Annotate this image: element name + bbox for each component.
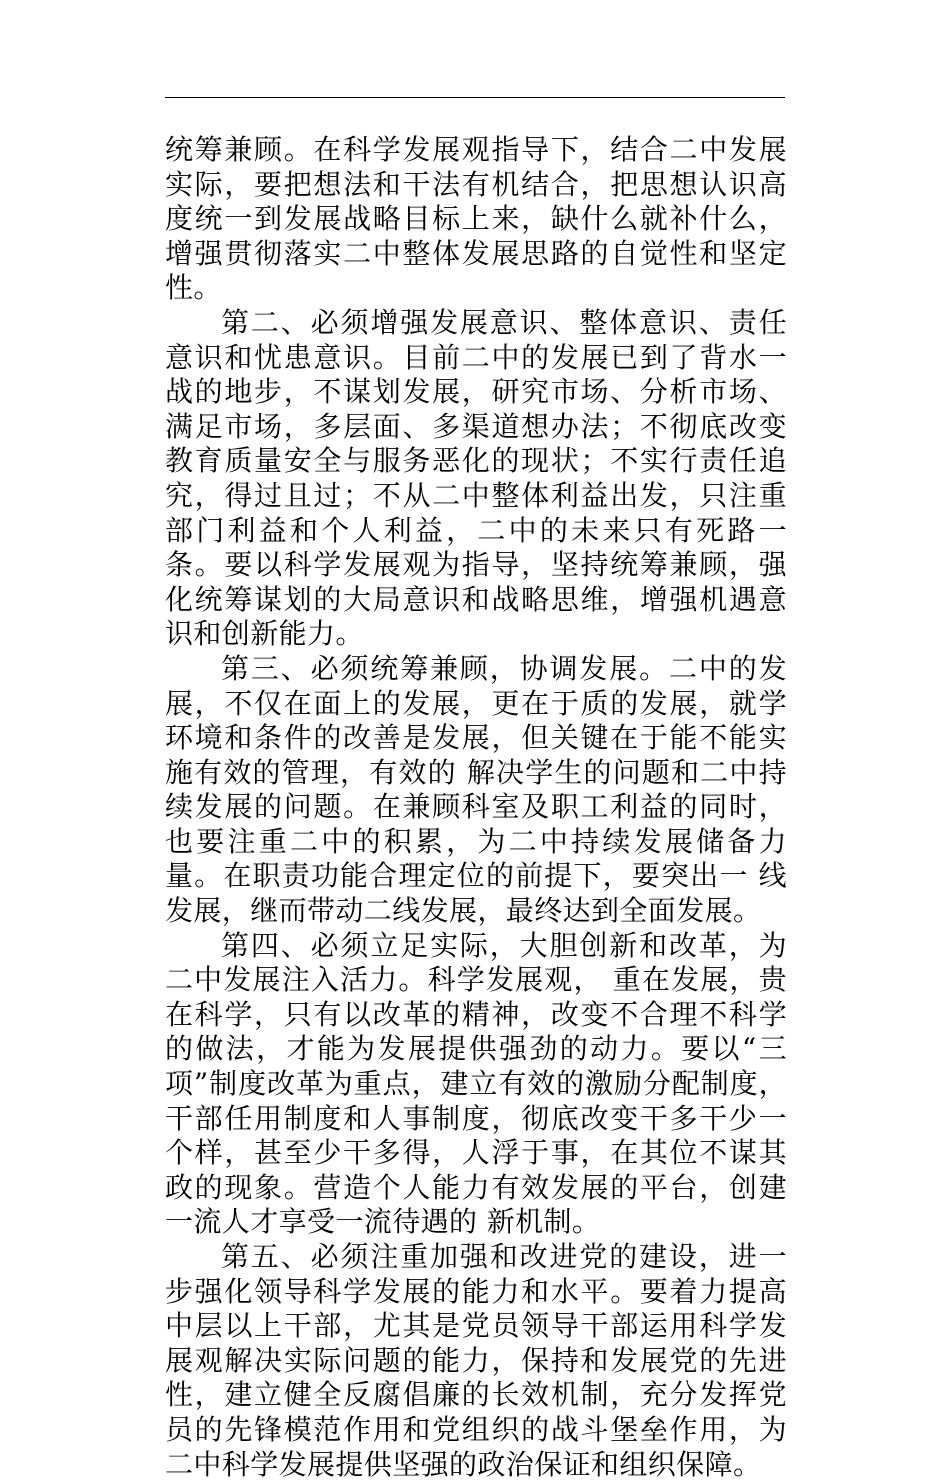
paragraph-1: 统筹兼顾。在科学发展观指导下，结合二中发展实际，要把想法和干法有机结合，把思想认识高度统一到发展战略目标上来，缺什么就补什么，增强贯彻落实二中整体发展思路的自觉性和坚定性。 [165, 133, 787, 305]
paragraph-3: 第三、必须统筹兼顾，协调发展。二中的发展，不仅在面上的发展，更在于质的发展，就学环境和条件的改善是发展，但关键在于能不能实施有效的管理，有效的 解决学生的问题和二中持续发展的问题。在兼顾科室及职工利益的同时，也要注重二中的积累，为二中持续发展储备力量。在职责功能合理定位的前提下，要突出一 线发展，继而带动二线发展，最终达到全面发展。 [165, 651, 787, 928]
paragraph-5: 第五、必须注重加强和改进党的建设，进一步强化领导科学发展的能力和水平。要着力提高中层以上干部，尤其是党员领导干部运用科学发展观解决实际问题的能力，保持和发展党的先进性，建立健全反腐倡廉的长效机制，充分发挥党员的先锋模范作用和党组织的战斗堡垒作用，为二中科学发展提供坚强的政治保证和组织保障。 [165, 1240, 787, 1481]
paragraph-2: 第二、必须增强发展意识、整体意识、责任意识和忧患意识。目前二中的发展已到了背水一战的地步，不谋划发展，研究市场、分析市场、满足市场，多层面、多渠道想办法；不彻底改变教育质量安全与服务恶化的现状；不实行责任追究，得过且过；不从二中整体利益出发，只注重部门利益和个人利益，二中的未来只有死路一条。要以科学发展观为指导，坚持统筹兼顾，强化统筹谋划的大局意识和战略思维，增强机遇意识和创新能力。 [165, 305, 787, 651]
paragraph-4: 第四、必须立足实际，大胆创新和改革，为二中发展注入活力。科学发展观， 重在发展，贵在科学，只有以改革的精神，改变不合理不科学的做法，才能为发展提供强劲的动力。要以“三项”制度改革为重点，建立有效的激励分配制度，干部任用制度和人事制度，彻底改变干多干少一个样，甚至少干多得，人浮于事，在其位不谋其政的现象。营造个人能力有效发展的平台，创建一流人才享受一流待遇的 新机制。 [165, 928, 787, 1239]
header-rule [165, 97, 785, 98]
document-body [165, 133, 787, 1482]
